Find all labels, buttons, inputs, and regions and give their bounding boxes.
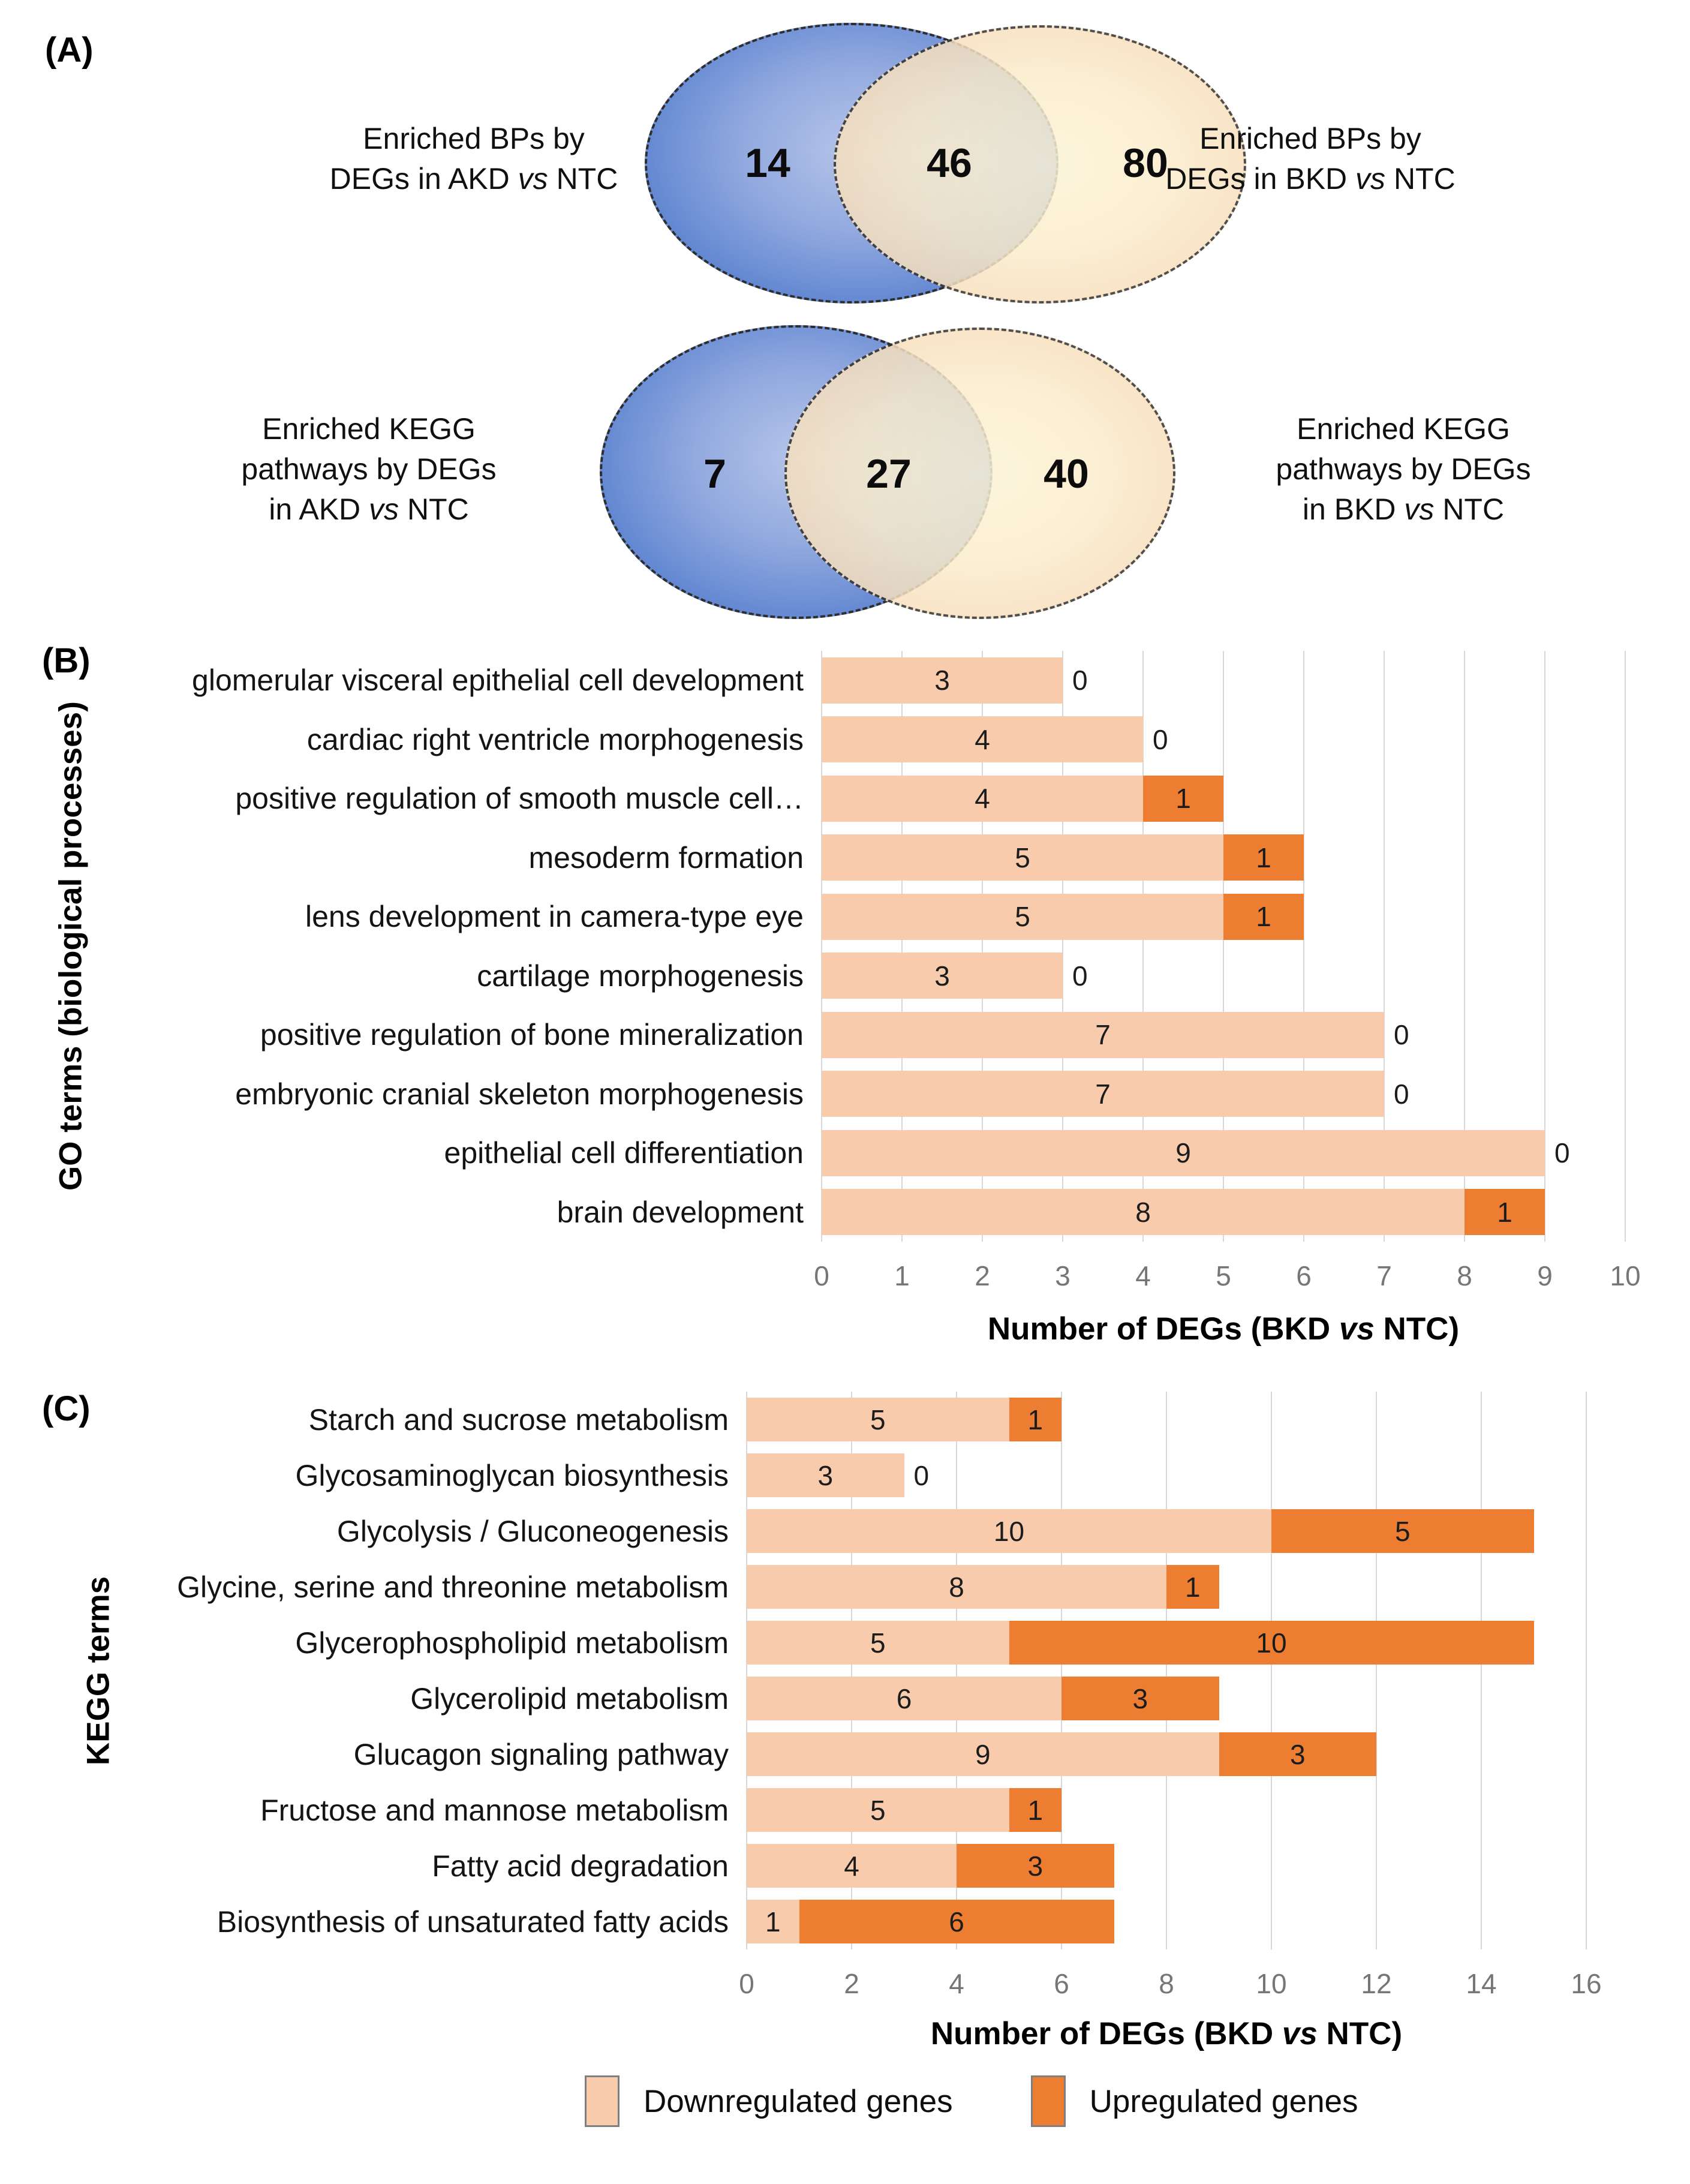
x-tick-label: 10 bbox=[1256, 1968, 1287, 1999]
x-tick-label: 8 bbox=[1457, 1260, 1472, 1291]
panel-b-label: (B) bbox=[42, 641, 91, 680]
bar-track bbox=[822, 716, 1625, 762]
bar-row bbox=[36, 1005, 1625, 1065]
bar-segment-downregulated bbox=[822, 1189, 1465, 1235]
category-label: lens development in camera-type eye bbox=[305, 900, 804, 934]
bar-track bbox=[822, 1189, 1625, 1235]
category-label: Glucagon signaling pathway bbox=[353, 1737, 729, 1771]
venn-circle-bkd-kegg bbox=[784, 328, 1175, 619]
x-tick-label: 5 bbox=[1216, 1260, 1231, 1291]
bar-segment-upregulated bbox=[1009, 1621, 1534, 1665]
category-label: glomerular visceral epithelial cell development bbox=[192, 663, 804, 698]
bar-value-label: 7 bbox=[1095, 1078, 1111, 1110]
bar-value-label: 1 bbox=[1175, 783, 1191, 815]
category-label: positive regulation of smooth muscle cell… bbox=[235, 782, 804, 816]
x-axis-ticks bbox=[814, 1260, 1641, 1296]
venn-label-line: Enriched BPs by bbox=[1199, 122, 1421, 155]
upregulated-swatch bbox=[1031, 2075, 1066, 2127]
bar-row bbox=[36, 710, 1625, 770]
panel-a-label: (A) bbox=[45, 31, 94, 70]
bar-segment-upregulated bbox=[1009, 1788, 1062, 1832]
bar-value-label: 0 bbox=[1554, 1137, 1570, 1169]
category-label: Fatty acid degradation bbox=[432, 1849, 729, 1883]
bar-segment-downregulated bbox=[822, 953, 1063, 999]
bar-track bbox=[822, 1012, 1625, 1058]
bar-segment-downregulated bbox=[822, 834, 1223, 881]
bar-track bbox=[822, 776, 1625, 822]
bar-track bbox=[822, 657, 1625, 704]
x-tick-label: 8 bbox=[1159, 1968, 1174, 1999]
bar-value-label: 3 bbox=[934, 960, 950, 992]
x-axis-ticks bbox=[739, 1967, 1602, 2003]
bar-row bbox=[36, 947, 1625, 1006]
bar-value-label: 1 bbox=[765, 1906, 781, 1937]
bar-segment-downregulated bbox=[822, 657, 1063, 704]
bar-segment-downregulated bbox=[747, 1565, 1166, 1609]
bar-track bbox=[822, 1130, 1625, 1176]
legend-item-upregulated bbox=[1031, 2075, 1358, 2127]
bar-value-label: 6 bbox=[896, 1683, 912, 1714]
bar-segment-upregulated bbox=[1143, 776, 1223, 822]
bar-segment-downregulated bbox=[747, 1398, 1009, 1441]
bar-value-label: 5 bbox=[870, 1627, 886, 1659]
x-axis-title: Number of DEGs (BKD vs NTC) bbox=[987, 1311, 1460, 1347]
bar-segment-downregulated bbox=[822, 776, 1143, 822]
bar-value-label: 1 bbox=[1497, 1196, 1512, 1228]
x-tick-label: 6 bbox=[1054, 1968, 1069, 1999]
bar-segment-upregulated bbox=[1009, 1398, 1062, 1441]
downregulated-swatch bbox=[585, 2075, 620, 2127]
bar-segment-downregulated bbox=[822, 716, 1143, 762]
bar-value-label: 1 bbox=[1027, 1794, 1044, 1826]
bar-track bbox=[822, 953, 1625, 999]
bar-value-label: 5 bbox=[870, 1794, 886, 1826]
bar-value-label: 9 bbox=[975, 1738, 991, 1770]
venn-kegg-right-label bbox=[1205, 409, 1601, 530]
bar-value-label: 4 bbox=[844, 1850, 859, 1882]
bar-value-label: 8 bbox=[1135, 1196, 1151, 1228]
x-tick-label: 2 bbox=[844, 1968, 859, 1999]
bar-track bbox=[747, 1453, 1586, 1497]
venn-kegg-left-label bbox=[174, 409, 564, 530]
bar-value-label: 8 bbox=[949, 1571, 964, 1603]
bar-value-label: 0 bbox=[1072, 960, 1088, 992]
bar-value-label: 0 bbox=[1153, 723, 1168, 755]
bar-track bbox=[747, 1621, 1586, 1665]
x-tick-label: 0 bbox=[739, 1968, 754, 1999]
y-axis-title: KEGG terms bbox=[80, 1576, 116, 1765]
bar-track bbox=[747, 1844, 1586, 1888]
venn-label-line: DEGs in BKD vs NTC bbox=[1165, 162, 1456, 196]
bar-segment-downregulated bbox=[822, 1071, 1384, 1117]
bar-row bbox=[111, 1838, 1586, 1894]
kegg-terms-bar-chart bbox=[0, 1377, 1690, 2078]
bar-row bbox=[36, 887, 1625, 947]
bar-segment-downregulated bbox=[822, 894, 1223, 940]
x-tick-label: 0 bbox=[814, 1260, 829, 1291]
venn-bp-left-label bbox=[264, 119, 684, 199]
panel-c-label: (C) bbox=[42, 1389, 91, 1428]
bar-segment-downregulated bbox=[822, 1130, 1545, 1176]
bar-segment-downregulated bbox=[747, 1621, 1009, 1665]
bar-segment-upregulated bbox=[1223, 834, 1304, 881]
bar-value-label: 10 bbox=[1256, 1627, 1287, 1659]
bar-value-label: 5 bbox=[1394, 1515, 1411, 1547]
bar-segment-downregulated bbox=[747, 1844, 957, 1888]
venn-label-line: DEGs in AKD vs NTC bbox=[329, 162, 618, 196]
bar-segment-upregulated bbox=[1166, 1565, 1219, 1609]
bar-value-label: 0 bbox=[1394, 1019, 1409, 1051]
bar-value-label: 1 bbox=[1256, 842, 1271, 873]
bar-segment-downregulated bbox=[747, 1677, 1061, 1720]
bar-value-label: 3 bbox=[1132, 1683, 1148, 1714]
bar-segment-upregulated bbox=[1271, 1509, 1534, 1553]
bar-segment-upregulated bbox=[1219, 1732, 1377, 1776]
x-tick-label: 3 bbox=[1055, 1260, 1070, 1291]
bar-track bbox=[822, 894, 1625, 940]
x-tick-label: 1 bbox=[894, 1260, 910, 1291]
venn-label-line: Enriched KEGG bbox=[262, 412, 476, 446]
venn-count-bkd-only: 40 bbox=[1044, 451, 1089, 497]
bar-row bbox=[111, 1447, 1586, 1503]
x-tick-label: 7 bbox=[1376, 1260, 1392, 1291]
bar-row bbox=[36, 651, 1625, 710]
category-label: positive regulation of bone mineralization bbox=[260, 1018, 804, 1052]
bar-track bbox=[747, 1788, 1586, 1832]
bar-segment-downregulated bbox=[747, 1453, 904, 1497]
bar-value-label: 7 bbox=[1095, 1019, 1111, 1051]
bar-track bbox=[747, 1732, 1586, 1776]
category-label: Glycolysis / Gluconeogenesis bbox=[336, 1514, 729, 1548]
category-label: epithelial cell differentiation bbox=[444, 1136, 804, 1170]
bar-row bbox=[111, 1671, 1586, 1726]
bar-row bbox=[111, 1726, 1586, 1782]
venn-count-akd-only: 14 bbox=[745, 140, 790, 186]
category-label: mesoderm formation bbox=[528, 840, 804, 875]
bar-value-label: 5 bbox=[870, 1404, 886, 1435]
bar-segment-downregulated bbox=[822, 1012, 1384, 1058]
legend bbox=[585, 2075, 1358, 2127]
bar-track bbox=[822, 834, 1625, 881]
venn-count-bkd-only: 80 bbox=[1123, 140, 1168, 186]
bar-segment-upregulated bbox=[957, 1844, 1114, 1888]
bar-value-label: 0 bbox=[1394, 1078, 1409, 1110]
bar-track bbox=[747, 1900, 1586, 1943]
x-tick-label: 2 bbox=[975, 1260, 990, 1291]
legend-item-downregulated bbox=[585, 2075, 953, 2127]
x-tick-label: 14 bbox=[1466, 1968, 1497, 1999]
category-label: brain development bbox=[557, 1195, 804, 1229]
bar-value-label: 5 bbox=[1015, 901, 1030, 933]
venn-label-line: pathways by DEGs bbox=[241, 452, 497, 486]
category-label: Glycine, serine and threonine metabolism bbox=[177, 1570, 729, 1604]
bar-segment-downregulated bbox=[747, 1732, 1219, 1776]
bar-row bbox=[36, 1183, 1625, 1242]
x-axis-title: Number of DEGs (BKD vs NTC) bbox=[930, 2016, 1403, 2051]
bar-value-label: 1 bbox=[1184, 1571, 1201, 1603]
bar-track bbox=[747, 1509, 1586, 1553]
venn-count-overlap: 46 bbox=[927, 140, 972, 186]
go-terms-bar-chart bbox=[0, 636, 1690, 1377]
legend-label: Upregulated genes bbox=[1089, 2083, 1358, 2119]
x-tick-label: 6 bbox=[1296, 1260, 1312, 1291]
x-tick-label: 10 bbox=[1610, 1260, 1641, 1291]
bar-value-label: 3 bbox=[1289, 1738, 1306, 1770]
bar-rows bbox=[111, 1392, 1586, 1949]
bar-value-label: 0 bbox=[1072, 665, 1088, 696]
venn-count-overlap: 27 bbox=[866, 451, 912, 497]
bar-row bbox=[111, 1782, 1586, 1838]
venn-label-line: Enriched KEGG bbox=[1297, 412, 1510, 446]
bar-row bbox=[36, 1123, 1625, 1183]
bar-value-label: 5 bbox=[1015, 842, 1030, 873]
bar-segment-downregulated bbox=[747, 1509, 1271, 1553]
bar-segment-downregulated bbox=[747, 1788, 1009, 1832]
venn-label-line: in BKD vs NTC bbox=[1302, 492, 1505, 526]
category-label: cardiac right ventricle morphogenesis bbox=[306, 722, 804, 756]
bar-segment-upregulated bbox=[799, 1900, 1114, 1943]
category-label: Fructose and mannose metabolism bbox=[260, 1793, 729, 1827]
bar-segment-upregulated bbox=[1465, 1189, 1545, 1235]
x-tick-label: 4 bbox=[949, 1968, 964, 1999]
x-tick-label: 12 bbox=[1361, 1968, 1392, 1999]
bar-track bbox=[747, 1398, 1586, 1441]
bar-value-label: 3 bbox=[934, 665, 950, 696]
bar-value-label: 1 bbox=[1256, 901, 1271, 933]
bar-track bbox=[747, 1677, 1586, 1720]
category-label: Starch and sucrose metabolism bbox=[308, 1402, 729, 1437]
category-label: Glycosaminoglycan biosynthesis bbox=[295, 1458, 729, 1492]
bar-row bbox=[36, 828, 1625, 888]
category-label: cartilage morphogenesis bbox=[477, 959, 804, 993]
bar-value-label: 3 bbox=[1027, 1850, 1044, 1882]
bar-row bbox=[111, 1894, 1586, 1949]
venn-label-line: in AKD vs NTC bbox=[269, 492, 469, 526]
x-tick-label: 9 bbox=[1537, 1260, 1553, 1291]
bar-value-label: 1 bbox=[1027, 1404, 1044, 1435]
bar-value-label: 10 bbox=[993, 1515, 1025, 1547]
y-axis-title: GO terms (biological processes) bbox=[53, 701, 89, 1191]
bar-row bbox=[36, 1065, 1625, 1124]
bar-row bbox=[111, 1392, 1586, 1447]
bar-segment-upregulated bbox=[1061, 1677, 1219, 1720]
bar-segment-downregulated bbox=[747, 1900, 799, 1943]
bar-rows bbox=[36, 651, 1625, 1242]
legend-label: Downregulated genes bbox=[643, 2083, 953, 2119]
bar-segment-upregulated bbox=[1223, 894, 1304, 940]
venn-label-line: pathways by DEGs bbox=[1276, 452, 1531, 486]
bar-value-label: 4 bbox=[975, 723, 990, 755]
venn-label-line: Enriched BPs by bbox=[363, 122, 585, 155]
x-tick-label: 16 bbox=[1571, 1968, 1602, 1999]
bar-row bbox=[36, 769, 1625, 828]
category-label: embryonic cranial skeleton morphogenesis bbox=[235, 1077, 804, 1111]
bar-value-label: 0 bbox=[913, 1459, 930, 1491]
bar-value-label: 3 bbox=[817, 1459, 834, 1491]
bar-track bbox=[747, 1565, 1586, 1609]
bar-value-label: 9 bbox=[1175, 1137, 1191, 1169]
bar-row bbox=[111, 1503, 1586, 1559]
x-tick-label: 4 bbox=[1135, 1260, 1151, 1291]
bar-value-label: 6 bbox=[949, 1906, 964, 1937]
bar-value-label: 4 bbox=[975, 783, 990, 815]
bar-row bbox=[111, 1559, 1586, 1615]
category-label: Glycerophospholipid metabolism bbox=[295, 1626, 729, 1660]
bar-row bbox=[111, 1615, 1586, 1671]
category-label: Glycerolipid metabolism bbox=[410, 1681, 729, 1716]
venn-count-akd-only: 7 bbox=[703, 451, 726, 497]
category-label: Biosynthesis of unsaturated fatty acids bbox=[216, 1904, 729, 1939]
bar-track bbox=[822, 1071, 1625, 1117]
